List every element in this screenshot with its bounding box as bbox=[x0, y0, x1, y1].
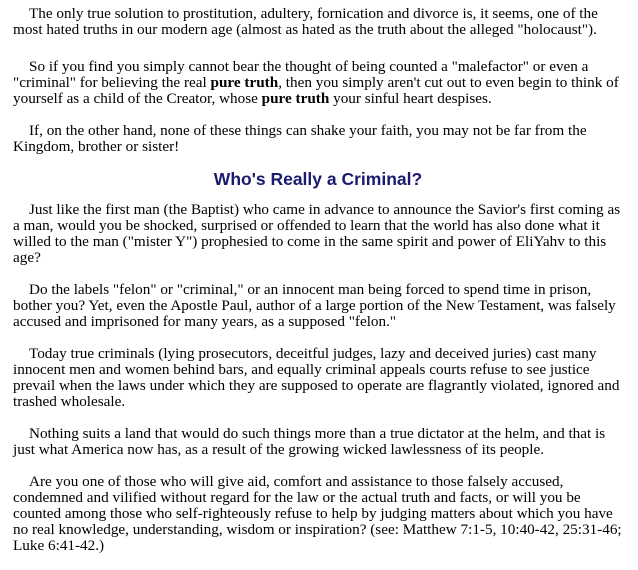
paragraph-hated-truths: The only true solution to prostitution, adultery, fornication and divorce is, it seems, one of the most hated truths in our modern age (almost as hated as the truth about the alleged "holocaust"). bbox=[13, 5, 598, 38]
paragraph-felon-labels: Do the labels "felon" or "criminal," or an innocent man being forced to spend time in prison, bother you? Yet, even the Apostle Paul, author of a large portion of the New Testament, was falsely accused and imprisoned for many years, as a supposed "felon." bbox=[13, 281, 616, 330]
section-heading: Who's Really a Criminal? bbox=[213, 169, 423, 189]
paragraph-pure-truth bbox=[13, 59, 625, 107]
paragraph-dictator: Nothing suits a land that would do such things more than a true dictator at the helm, and that is just what America now has, as a result of the growing wicked lawlessness of its people. bbox=[13, 425, 606, 458]
paragraph-kingdom: If, on the other hand, none of these things can shake your faith, you may not be far from the Kingdom, brother or sister! bbox=[13, 122, 587, 155]
bold-pure-truth: pure truth bbox=[261, 90, 330, 107]
bold-pure-truth: pure truth bbox=[210, 74, 279, 91]
paragraph-text-segment: So if you find you simply cannot bear the thought of being counted a "malefactor" or even a "criminal" for believing the real bbox=[13, 58, 589, 91]
paragraph-true-criminals: Today true criminals (lying prosecutors, deceitful judges, lazy and deceived juries) cast many innocent men and women behind bars, and equally criminal appeals courts refuse to see justice prevail when the laws under which they are supposed to operate are flagrantly violated, ignored and trashed wholesale. bbox=[13, 345, 620, 410]
paragraph-text-segment: your sinful heart despises. bbox=[329, 90, 492, 107]
paragraph-text-segment: , then you simply aren't cut out to even begin to think of yourself as a child of the Creator, whose bbox=[13, 74, 619, 107]
article-body bbox=[13, 6, 625, 570]
paragraph-aid-comfort: Are you one of those who will give aid, comfort and assistance to those falsely accused, condemned and vilified without regard for the law or the actual truth and facts, or will you be counted among those who self-righteously refuse to help by judging matters about which you have no real knowledge, understanding, wisdom or inspiration? (see: Matthew 7:1-5, 10:40-42, 25:31-46; Luke 6:41-42.) bbox=[13, 473, 622, 554]
paragraph-baptist: Just like the first man (the Baptist) who came in advance to announce the Savior's first coming as a man, would you be shocked, surprised or offended to learn that the world has also done what it willed to the man ("mister Y") prophesied to come in the same spirit and power of EliYahv to this age? bbox=[13, 201, 621, 266]
